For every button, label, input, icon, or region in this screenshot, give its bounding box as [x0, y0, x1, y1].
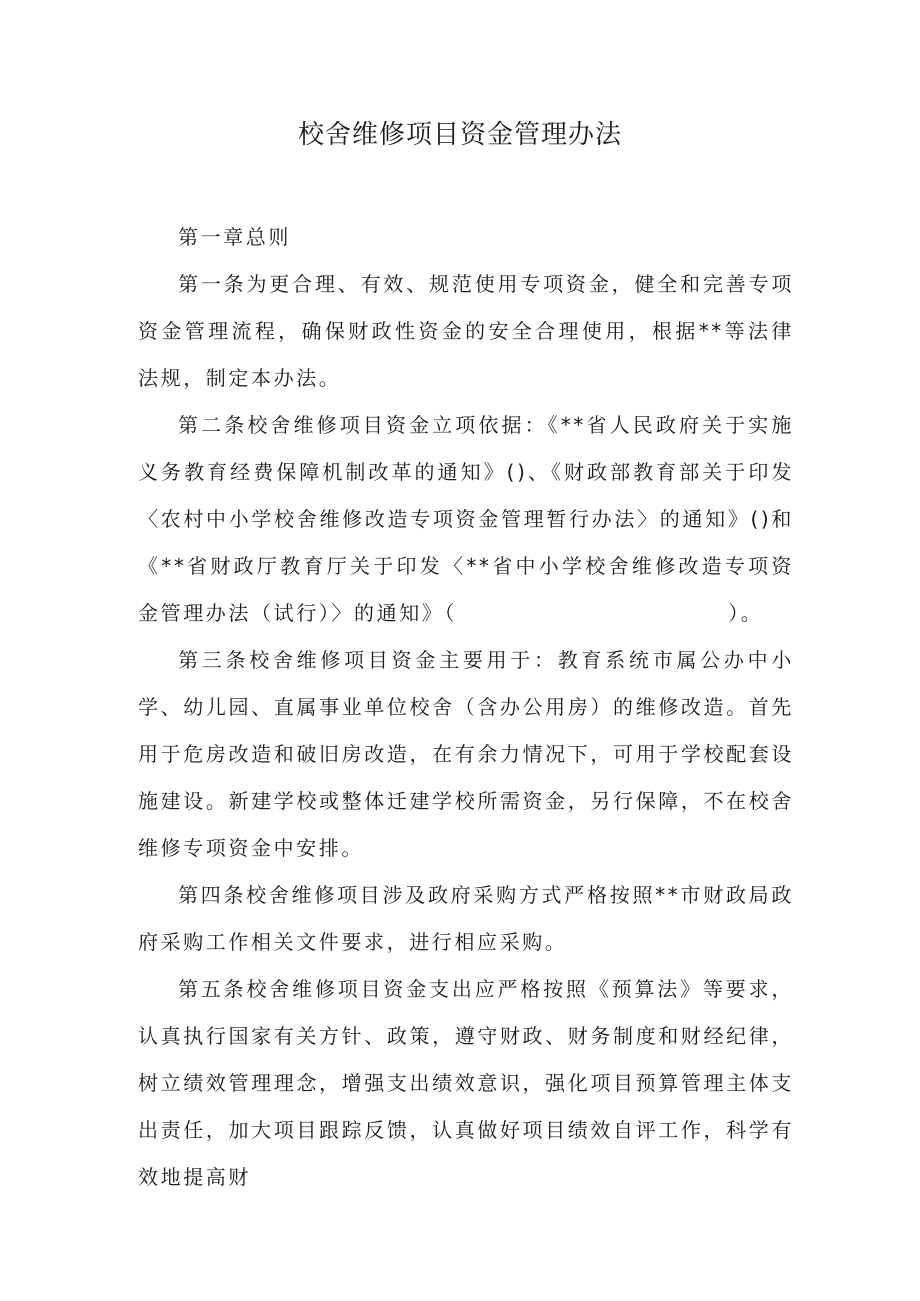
- article-3: 第三条校舍维修项目资金主要用于：教育系统市属公办中小学、幼儿园、直属事业单位校舍（含办公用房）的维修改造。首先用于危房改造和破旧房改造，在有余力情况下，可用于学校配套设施建设。新建学校或整体迁建学校所需资金，另行保障，不在校舍维修专项资金中安排。: [138, 648, 794, 860]
- article-2: 第二条校舍维修项目资金立项依据：《**省人民政府关于实施义务教育经费保障机制改革的通知》()、《财政部教育部关于印发〈农村中小学校舍维修改造专项资金管理暂行办法〉的通知》()和《**省财政厅教育厅关于印发〈**省中小学校舍维修改造专项资金管理办法（试行）〉的通知》（ ）。: [138, 413, 794, 625]
- article-1: 第一条为更合理、有效、规范使用专项资金，健全和完善专项资金管理流程，确保财政性资金的安全合理使用，根据**等法律法规，制定本办法。: [138, 272, 794, 390]
- chapter-heading: 第一章总则: [178, 225, 291, 249]
- article-4: 第四条校舍维修项目涉及政府采购方式严格按照**市财政局政府采购工作相关文件要求，进行相应采购。: [138, 883, 794, 954]
- document-title: 校舍维修项目资金管理办法: [297, 120, 622, 150]
- document-body: [138, 214, 794, 1201]
- article-5: 第五条校舍维修项目资金支出应严格按照《预算法》等要求，认真执行国家有关方针、政策，遵守财政、财务制度和财经纪律，树立绩效管理理念，增强支出绩效意识，强化项目预算管理主体支出责任，加大项目跟踪反馈，认真做好项目绩效自评工作，科学有效地提高财: [138, 977, 794, 1189]
